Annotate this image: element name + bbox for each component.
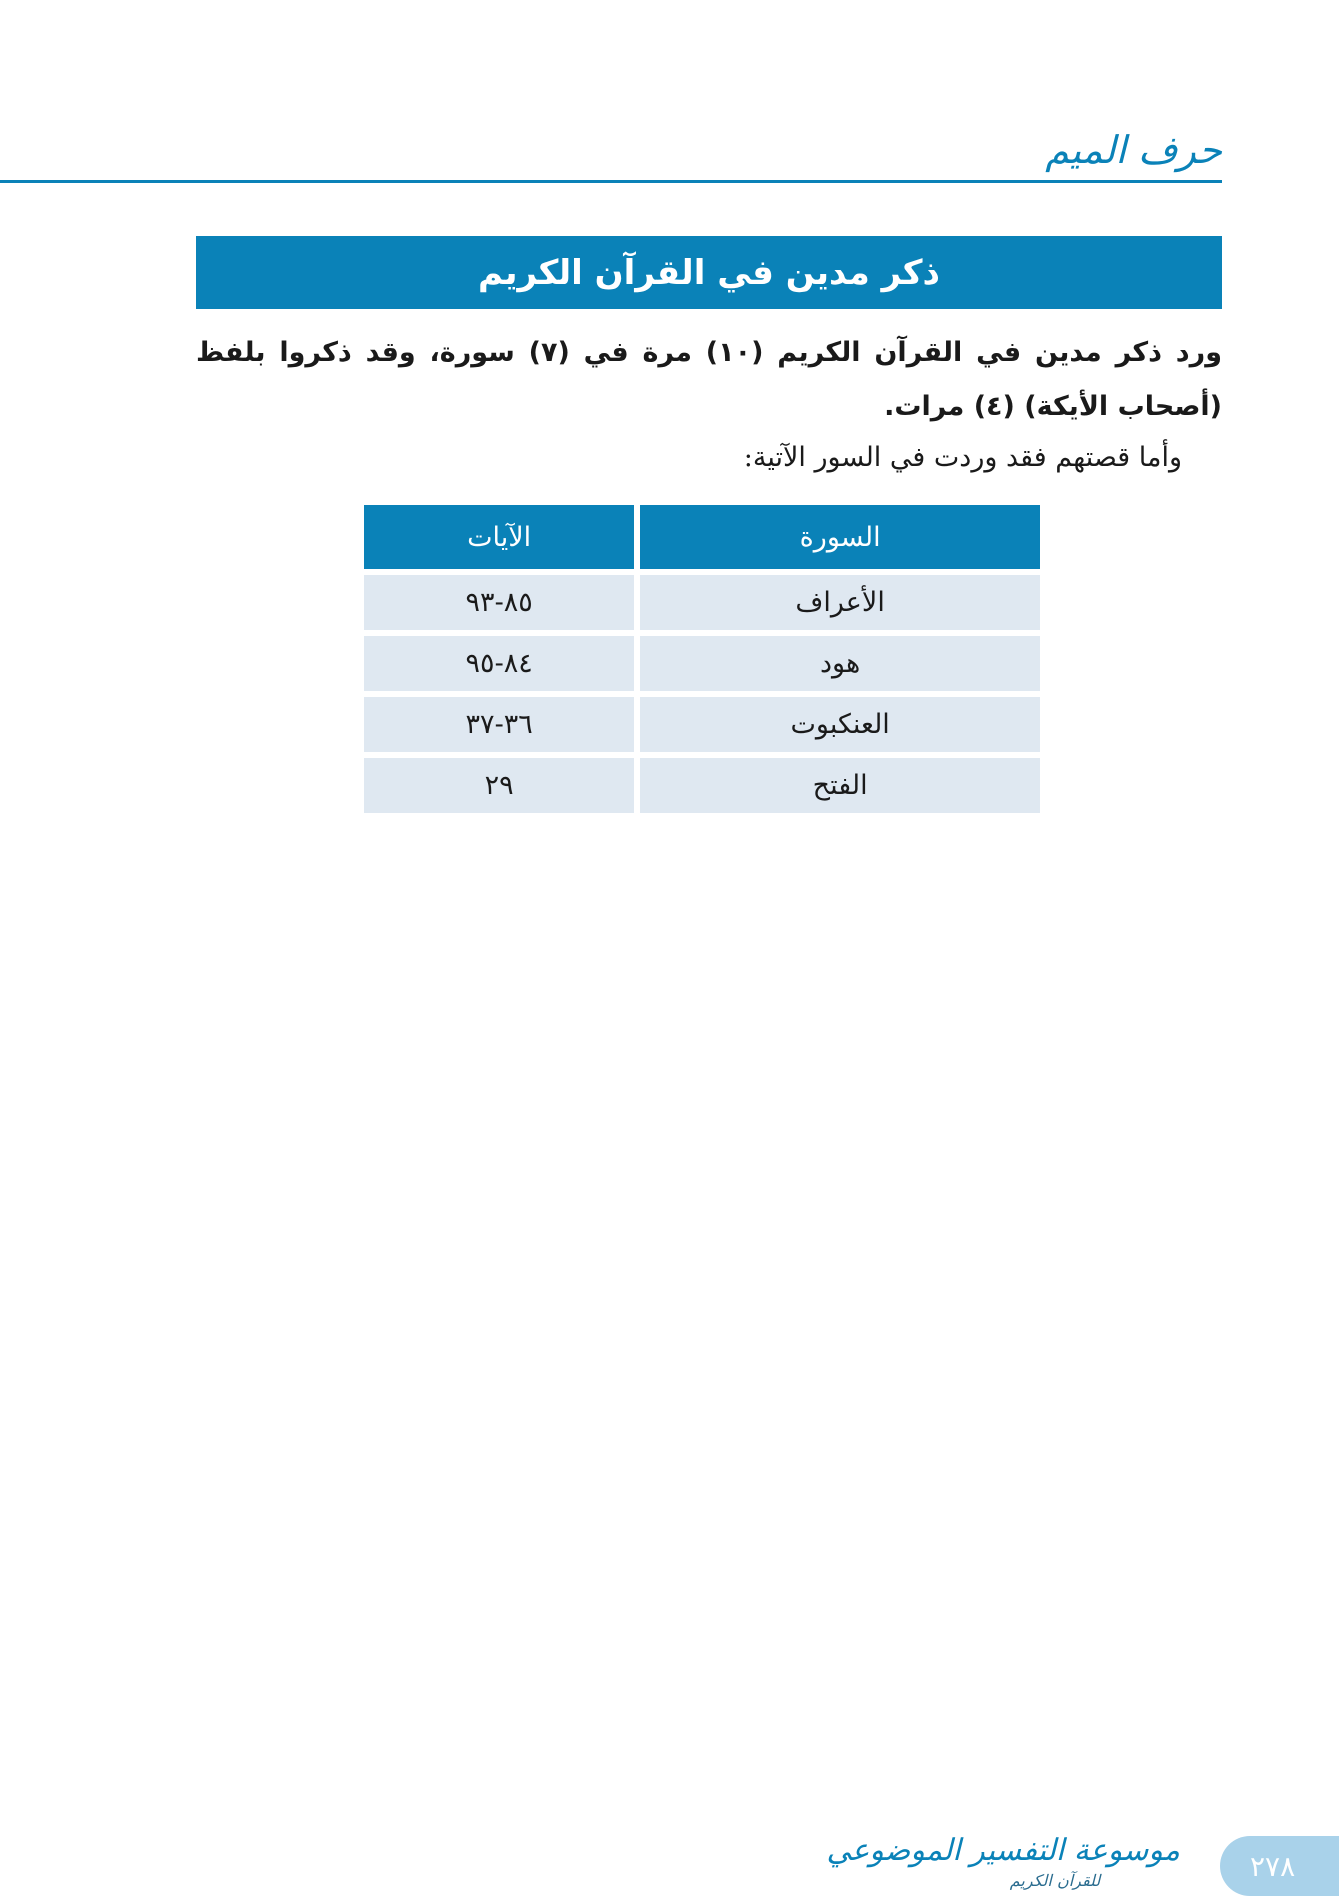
- surah-cell: الأعراف: [640, 575, 1040, 630]
- page-number-badge: [1220, 1836, 1339, 1896]
- header-surah: السورة: [640, 505, 1040, 569]
- surah-verses-table: [358, 499, 1046, 819]
- chapter-title: حرف الميم: [1045, 128, 1222, 172]
- table-row: [364, 758, 1040, 813]
- verses-cell: ٢٩: [364, 758, 634, 813]
- verses-cell: ٨٤-٩٥: [364, 636, 634, 691]
- verses-cell: ٨٥-٩٣: [364, 575, 634, 630]
- logo-subtitle: للقرآن الكريم: [1009, 1871, 1101, 1890]
- table-row: [364, 575, 1040, 630]
- header-verses: الآيات: [364, 505, 634, 569]
- intro-paragraph: ورد ذكر مدين في القرآن الكريم (١٠) مرة في (٧) سورة، وقد ذكروا بلفظ (أصحاب الأيكة) (٤) مرات.: [196, 337, 1222, 422]
- table-header-row: [364, 505, 1040, 569]
- section-banner: [196, 236, 1222, 309]
- section-title: ذكر مدين في القرآن الكريم: [478, 252, 940, 293]
- table-row: [364, 636, 1040, 691]
- header-divider: [0, 180, 1222, 183]
- table-row: [364, 697, 1040, 752]
- logo-title: موسوعة التفسير الموضوعي: [826, 1833, 1180, 1868]
- lead-paragraph: وأما قصتهم فقد وردت في السور الآتية:: [743, 442, 1182, 473]
- encyclopedia-logo: [826, 1832, 1180, 1898]
- surah-cell: الفتح: [640, 758, 1040, 813]
- surah-cell: العنكبوت: [640, 697, 1040, 752]
- verses-cell: ٣٦-٣٧: [364, 697, 634, 752]
- page-number: ٢٧٨: [1250, 1849, 1296, 1883]
- surah-cell: هود: [640, 636, 1040, 691]
